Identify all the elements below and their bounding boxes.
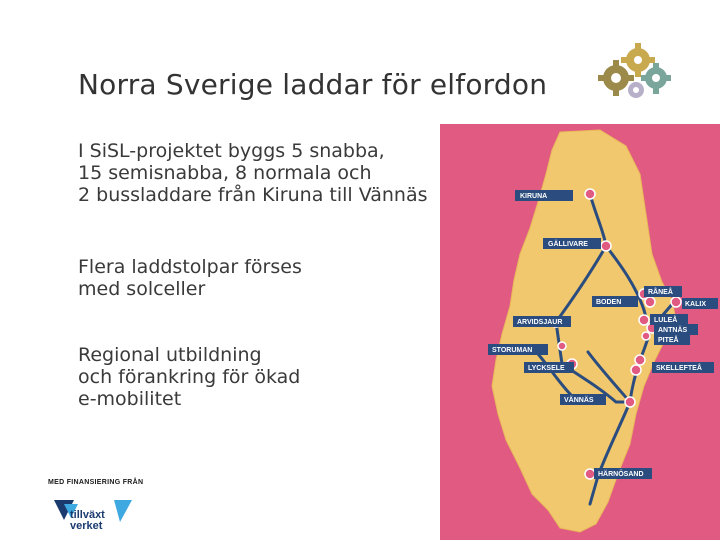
tillvaxtverket-logo-icon [48,494,138,534]
label-arvidsjaur: ARVIDSJAUR [517,319,563,326]
station-gallivare [601,241,611,251]
station-boden [645,297,655,307]
label-kiruna: KIRUNA [520,193,548,200]
station-pitea [635,355,645,365]
station-lulea [639,315,649,325]
svg-text:tillväxt: tillväxt [70,509,105,521]
station-kalix [671,297,681,307]
label-lulea: LULEÅ [654,317,678,324]
label-vannas: VÄNNÄS [564,397,594,404]
gears-logo-icon [592,38,676,106]
route-map [440,124,720,540]
label-pitea: PITEÅ [658,337,679,344]
label-lycksele: LYCKSELE [528,365,565,372]
station-vannas [625,397,635,407]
label-harnosand: HÄRNÖSAND [598,471,644,478]
svg-text:verket: verket [70,520,103,532]
slide-title: Norra Sverige laddar för elfordon [78,68,548,101]
label-boden: BODEN [596,299,622,306]
label-ranea: RÅNEÅ [648,289,673,296]
station-kiruna [585,189,595,199]
label-antnas: ANTNÄS [658,327,688,334]
station-skelleftea [631,365,641,375]
label-skelleftea: SKELLEFTEÅ [656,365,702,372]
station-harnosand [585,469,595,479]
label-gallivare: GÄLLIVARE [548,241,588,248]
station-antnas [642,332,650,340]
funding-label: MED FINANSIERING FRÅN [48,479,144,486]
label-kalix: KALIX [685,301,706,308]
bullet-education: Regional utbildning och förankring för ökad e-mobilitet [78,344,301,410]
label-storuman: STORUMAN [492,347,533,354]
bullet-solar-cells: Flera laddstolpar förses med solceller [78,256,302,300]
station-storuman [558,342,566,350]
bullet-charging-stations: I SiSL-projektet byggs 5 snabba, 15 semisnabba, 8 normala och 2 bussladdare från Kiruna till Vännäs [78,140,428,206]
